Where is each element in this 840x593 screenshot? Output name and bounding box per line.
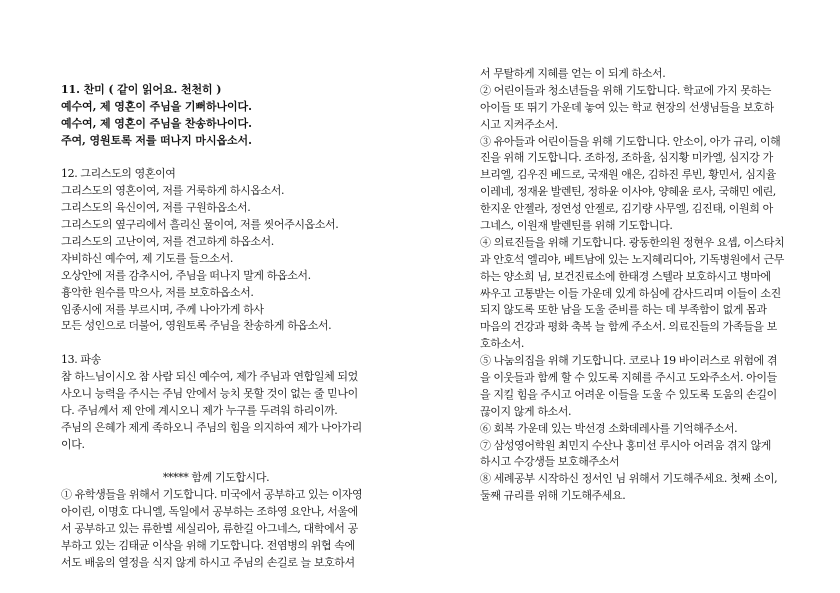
intercession-line: ③ 유아들과 어린이들을 위해 기도합니다. 안소이, 아가 규리, 이해 — [480, 134, 781, 148]
intercession-line: 하시고 수강생들 보호해주소서 — [480, 455, 620, 469]
spacer — [61, 335, 371, 352]
intercession-line: 하는 양소희 님, 보건진료소에 한태경 스텔라 보호하시고 병마에 — [480, 269, 771, 283]
intercession-line: 과 안호석 엘리야, 베트남에 있는 노지혜리디아, 기독병원에서 근무 — [480, 252, 784, 266]
prayer-line: 그리스도의 육신이여, 저를 구원하옵소서. — [61, 201, 251, 215]
intercession-line: 마음의 건강과 평화 축복 늘 함께 주소서. 의료진들의 가족들을 보 — [480, 320, 777, 334]
prayer-line: 다. 주님께서 제 안에 계시오니 제가 누구를 두려워 하리이까. — [61, 403, 338, 417]
intercession-line: ② 어린이들과 청소년들을 위해 기도합니다. 학교에 가지 못하는 — [480, 83, 772, 97]
intercession-line: 서 무탈하게 지혜를 얻는 이 되게 하소서. — [480, 67, 666, 80]
intercession-line: 한지운 안젤라, 정연성 안젤로, 김기량 사무엘, 김진태, 이원희 아 — [480, 202, 773, 216]
intercession-line: ④ 의료진들을 위해 기도합니다. 광동한의원 정현우 요셉, 이스타치 — [480, 235, 785, 249]
intercession-line: 그네스, 이원재 발렌틴를 위해 기도합니다. — [480, 219, 673, 233]
prayer-line: 임종시에 저를 부르시며, 주께 나아가게 하사 — [61, 302, 264, 316]
left-column — [61, 82, 371, 572]
intercession-line: 아이들 또 뛰기 가운데 놓여 있는 학교 현장의 선생님들을 보호하 — [480, 100, 774, 114]
prayer-line: 자비하신 예수여, 제 기도를 들으소서. — [61, 251, 233, 265]
intercession-line: 서도 배움의 열정을 식지 않게 하시고 주님의 손길로 늘 보호하셔 — [61, 555, 355, 569]
intercession-line: 서 공부하고 있는 류한별 세실리아, 류한길 아그네스, 대학에서 공 — [61, 522, 358, 536]
prayer-line: 그리스도의 고난이여, 저를 견고하게 하옵소서. — [61, 235, 274, 249]
section-heading: 11. 찬미 ( 같이 읽어요. 천천히 ) — [61, 83, 222, 96]
intercession-title: ***** 함께 기도합시다. — [162, 471, 270, 485]
intercession-line: 되지 않도록 또한 남을 도울 준비를 하는 데 부족함이 없게 몸과 — [480, 303, 767, 317]
prayer-line: 사오니 능력을 주시는 주님 안에서 능치 못할 것이 없는 줄 믿나이 — [61, 387, 358, 401]
spacer — [61, 150, 371, 167]
intercession-line: 끊이지 않게 하소서. — [480, 404, 572, 418]
intercession-line: 둘째 규리를 위해 기도해주세요. — [480, 489, 626, 503]
intercession-line: ① 유학생들을 위해서 기도합니다. 미국에서 공부하고 있는 이자영 — [61, 488, 363, 502]
intercession-line: 을 지킬 힘을 주시고 어려운 이들을 도울 수 있도록 도움의 손길이 — [480, 387, 777, 401]
intercession-line: 진을 위해 기도합니다. 조하정, 조하율, 심지황 미카엘, 심지강 가 — [480, 151, 773, 165]
prayer-line: 모든 성인으로 더불어, 영원토록 주님을 찬송하게 하옵소서. — [61, 319, 332, 333]
section-heading: 12. 그리스도의 영혼이여 — [61, 167, 176, 181]
prayer-line: 주여, 영원토록 저를 떠나지 마시옵소서. — [61, 133, 252, 147]
intercession-line: 이레네, 정재윤 발렌틴, 정하윤 이사야, 양혜윤 로사, 국해민 에린, — [480, 185, 776, 199]
spacer — [61, 454, 371, 471]
intercession-line: 아이린, 이명호 다니엘, 독일에서 공부하는 조하영 요안나, 서울에 — [61, 505, 358, 519]
intercession-line: 호하소서. — [480, 337, 525, 351]
prayer-line: 주님의 은혜가 제게 족하오니 주님의 힘을 의지하여 제가 나아가리 — [61, 420, 362, 434]
intercession-line: ⑦ 삼성영어학원 최민지 수산나 홍미선 루시아 어려움 겪지 않게 — [480, 438, 772, 452]
prayer-line: 흉악한 원수를 막으사, 저를 보호하옵소서. — [61, 285, 254, 299]
intercession-line: 시고 지켜주소서. — [480, 117, 558, 131]
right-column — [480, 66, 790, 505]
prayer-line: 예수여, 제 영혼이 주님을 찬송하나이다. — [61, 116, 252, 130]
section-heading: 13. 파송 — [61, 353, 101, 367]
intercession-line: ⑧ 세례공부 시작하신 정서인 님 위해서 기도해주세요. 첫째 소이, — [480, 472, 778, 486]
intercession-line: ⑤ 나눔의집을 위해 기도합니다. 코로나 19 바이러스로 위험에 겪 — [480, 354, 778, 368]
prayer-line: 오상안에 저를 감추시어, 주님을 떠나지 말게 하옵소서. — [61, 268, 311, 282]
prayer-line: 이다. — [61, 437, 85, 451]
prayer-line: 참 하느님이시오 참 사람 되신 예수여, 제가 주님과 연합일체 되었 — [61, 370, 358, 384]
prayer-line: 예수여, 제 영혼이 주님을 기뻐하나이다. — [61, 99, 252, 113]
intercession-line: 을 이웃들과 함께 할 수 있도록 지혜를 주시고 도와주소서. 아이들 — [480, 371, 777, 385]
prayer-line: 그리스도의 영혼이여, 저를 거룩하게 하시옵소서. — [61, 184, 285, 198]
intercession-line: 브리엘, 김우진 베드로, 국재원 애은, 김하진 루빈, 황민서, 심지율 — [480, 168, 776, 182]
prayer-line: 그리스도의 옆구리에서 흘리신 물이여, 저를 씻어주시옵소서. — [61, 218, 339, 232]
intercession-line: 부하고 있는 김태균 이삭을 위해 기도합니다. 전염병의 위협 속에 — [61, 539, 355, 553]
intercession-line: 싸우고 고통받는 이들 가운데 있게 하심에 감사드리며 이들이 소진 — [480, 286, 781, 300]
intercession-line: ⑥ 회복 가운데 있는 박선경 소화데레사를 기억해주소서. — [480, 421, 738, 435]
